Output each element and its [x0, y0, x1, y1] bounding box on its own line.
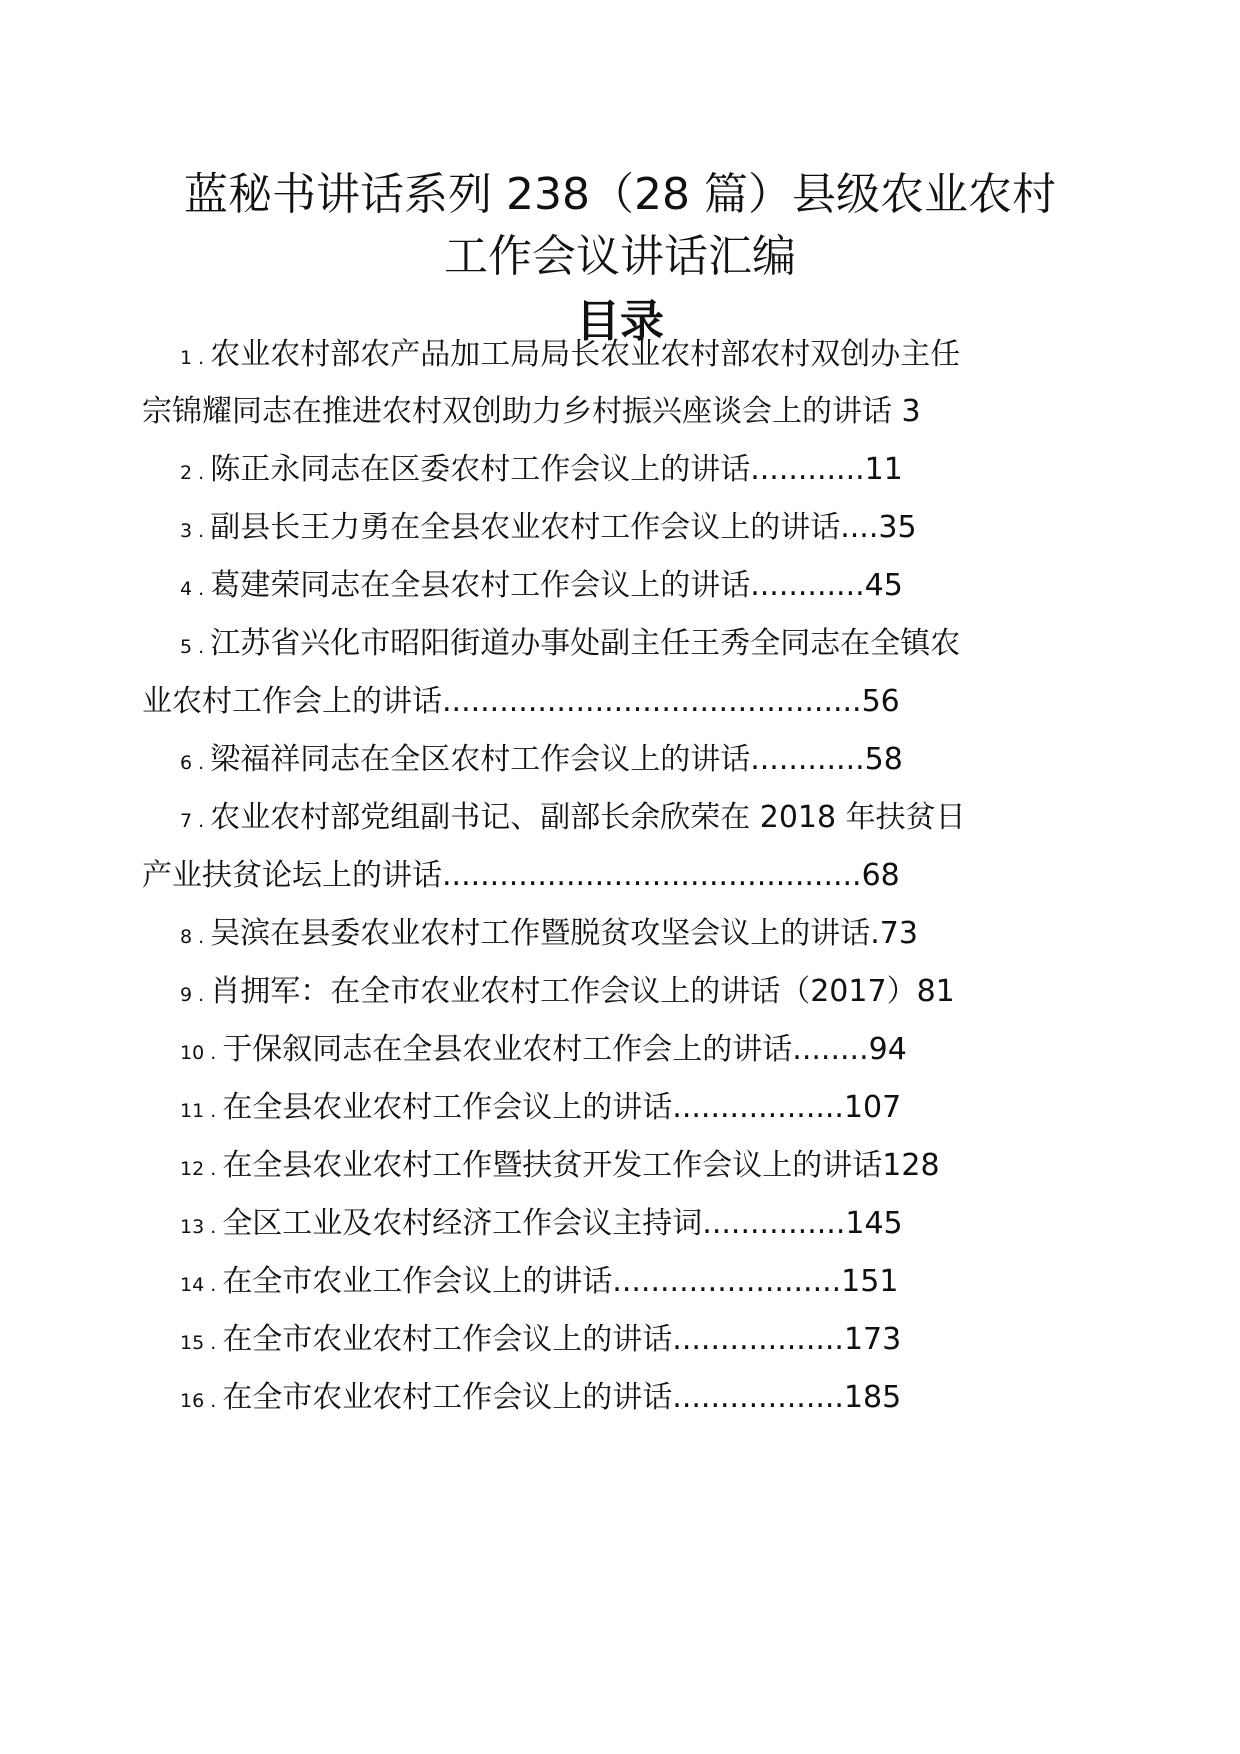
toc-entry-number: 4: [180, 578, 193, 600]
toc-entry-separator: .: [192, 984, 211, 1006]
toc-entry-separator: .: [204, 1216, 223, 1238]
toc-entry-separator: .: [192, 520, 211, 542]
toc-entry-number: 12: [180, 1158, 205, 1180]
toc-entry-separator: .: [192, 578, 211, 600]
toc-entry-number: 16: [180, 1390, 205, 1412]
toc-entry-number: 3: [180, 520, 193, 542]
toc-entry-separator: .: [204, 1332, 223, 1354]
toc-entry-text: 葛建荣同志在全县农村工作会议上的讲话............45: [210, 568, 903, 603]
toc-entry-15[interactable]: [180, 1320, 901, 1363]
document-title-line2: 工作会议讲话汇编: [444, 231, 796, 282]
toc-entry-7[interactable]: [180, 798, 966, 841]
toc-entry-number: 6: [180, 752, 193, 774]
toc-entry-separator: .: [204, 1042, 223, 1064]
toc-entry-1-continuation[interactable]: [142, 392, 921, 432]
toc-entry-5[interactable]: [180, 624, 960, 667]
toc-entry-separator: .: [192, 926, 211, 948]
document-title-line1: 蓝秘书讲话系列 238（28 篇）县级农业农村: [184, 169, 1056, 220]
toc-entry-7-continuation[interactable]: [142, 856, 900, 896]
toc-entry-number: 15: [180, 1332, 205, 1354]
toc-entry-text: 农业农村部农产品加工局局长农业农村部农村双创办主任: [210, 337, 961, 372]
toc-entry-number: 5: [180, 636, 193, 658]
toc-entry-separator: .: [204, 1158, 223, 1180]
toc-entry-10[interactable]: [180, 1030, 907, 1073]
toc-entry-text: 江苏省兴化市昭阳街道办事处副主任王秀全同志在全镇农: [210, 626, 961, 661]
toc-entry-text: 梁福祥同志在全区农村工作会议上的讲话............58: [210, 742, 903, 777]
toc-entry-separator: .: [192, 636, 211, 658]
toc-entry-number: 14: [180, 1274, 205, 1296]
toc-entry-number: 13: [180, 1216, 205, 1238]
toc-entry-separator: .: [204, 1274, 223, 1296]
toc-entry-16[interactable]: [180, 1378, 901, 1421]
toc-entry-text: 在全县农业农村工作暨扶贫开发工作会议上的讲话128: [222, 1148, 940, 1183]
toc-entry-number: 8: [180, 926, 193, 948]
toc-entry-8[interactable]: [180, 914, 918, 957]
toc-entry-12[interactable]: [180, 1146, 940, 1189]
toc-entry-4[interactable]: [180, 566, 903, 609]
toc-entry-text: 肖拥军：在全市农业农村工作会议上的讲话（2017）81: [210, 974, 955, 1009]
toc-entry-13[interactable]: [180, 1204, 903, 1247]
toc-entry-separator: .: [192, 347, 211, 369]
toc-entry-separator: .: [192, 752, 211, 774]
toc-entry-14[interactable]: [180, 1262, 898, 1305]
toc-entry-text: 陈正永同志在区委农村工作会议上的讲话............11: [210, 452, 903, 487]
toc-entry-3[interactable]: [180, 508, 917, 551]
toc-entry-1[interactable]: [180, 335, 960, 378]
toc-entry-11[interactable]: [180, 1088, 901, 1131]
toc-entry-number: 9: [180, 984, 193, 1006]
toc-entry-text: 在全县农业农村工作会议上的讲话..................107: [222, 1090, 902, 1125]
toc-entry-text: 宗锦耀同志在推进农村双创助力乡村振兴座谈会上的讲话 3: [142, 394, 921, 429]
toc-entry-6[interactable]: [180, 740, 903, 783]
toc-entry-separator: .: [192, 810, 211, 832]
toc-entry-number: 1: [180, 347, 193, 369]
toc-entry-text: 业农村工作会上的讲话............................................56: [142, 684, 900, 719]
toc-entry-9[interactable]: [180, 972, 955, 1015]
toc-entry-text: 吴滨在县委农业农村工作暨脱贫攻坚会议上的讲话.73: [210, 916, 918, 951]
toc-entry-number: 11: [180, 1100, 205, 1122]
toc-entry-text: 于保叙同志在全县农业农村工作会上的讲话........94: [222, 1032, 907, 1067]
toc-entry-text: 产业扶贫论坛上的讲话............................................68: [142, 858, 900, 893]
toc-entry-text: 在全市农业农村工作会议上的讲话..................173: [222, 1322, 902, 1357]
toc-entry-number: 10: [180, 1042, 205, 1064]
toc-entry-text: 全区工业及农村经济工作会议主持词...............145: [222, 1206, 903, 1241]
toc-entry-separator: .: [192, 462, 211, 484]
toc-entry-text: 在全市农业农村工作会议上的讲话..................185: [222, 1380, 902, 1415]
toc-entry-text: 农业农村部党组副书记、副部长余欣荣在 2018 年扶贫日: [210, 800, 966, 835]
toc-entry-number: 2: [180, 462, 193, 484]
toc-entry-text: 在全市农业工作会议上的讲话........................151: [222, 1264, 899, 1299]
toc-entry-separator: .: [204, 1390, 223, 1412]
toc-entry-5-continuation[interactable]: [142, 682, 900, 722]
toc-entry-text: 副县长王力勇在全县农业农村工作会议上的讲话....35: [210, 510, 917, 545]
toc-entry-separator: .: [204, 1100, 223, 1122]
toc-entry-2[interactable]: [180, 450, 903, 493]
toc-entry-number: 7: [180, 810, 193, 832]
toc-heading: 目录: [576, 296, 664, 347]
